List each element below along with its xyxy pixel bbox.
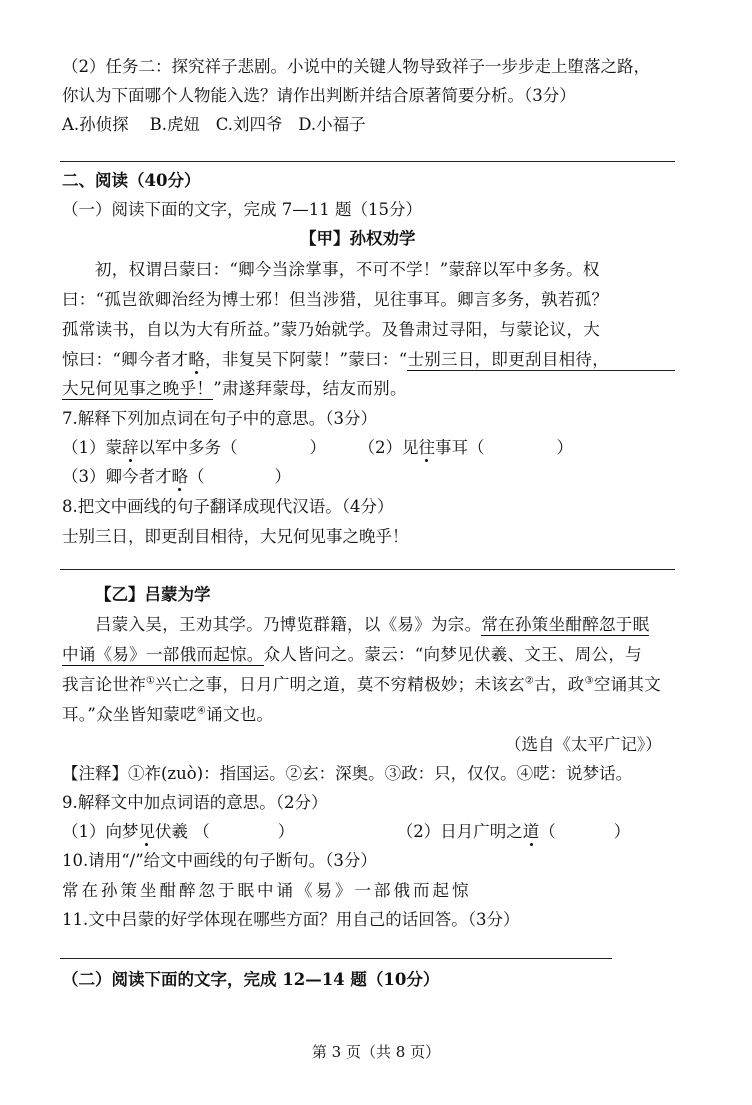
divider	[60, 569, 675, 570]
q6-2-options: A.孙侦探 B.虎妞 C.刘四爷 D.小福子	[62, 115, 366, 134]
q6-2-line2: 你认为下面哪个人物能入选？请作出判断并结合原著简要分析。（3分）	[62, 86, 576, 105]
q7-item-2-rest: 事耳（	[435, 438, 485, 457]
dotted-word: 往	[418, 438, 435, 457]
yi-line-3	[62, 675, 661, 695]
jia-line-4	[62, 350, 609, 370]
jia-line-4a: 惊曰：“卿今者才	[62, 350, 189, 369]
jia-line-1: 初，权谓吕蒙曰：“卿今当涂掌事，不可不学！”蒙辞以军中多务。权	[95, 260, 600, 279]
q9-item-2: （2）日月广明之	[396, 822, 523, 841]
q7-item-3-rest: （	[188, 467, 205, 486]
yi-line-1a: 吕蒙入吴，王劝其学。乃博览群籍，以《易》为宗。	[95, 615, 482, 634]
q11-stem: 11.文中吕蒙的好学体现在哪些方面？用自己的话回答。（3分）	[62, 910, 520, 929]
dotted-word: 略	[188, 350, 206, 369]
dotted-word: 略	[171, 467, 188, 486]
q9-items-row	[62, 822, 630, 842]
q9-item-2-rest: （	[539, 822, 556, 841]
jia-line-5b: ”肃遂拜蒙母，结友而别。	[213, 379, 407, 398]
paren-close: ）	[277, 822, 295, 841]
q7-item-2: （2）见	[358, 438, 419, 457]
source: （选自《太平广记》）	[505, 735, 662, 754]
q7-item-1: （1）蒙	[62, 438, 122, 457]
notes: 【注释】①祚(zuò)：指国运。②玄：深奥。③政：只，仅仅。④呓：说梦话。	[62, 764, 633, 783]
q8-sentence: 士别三日，即更刮目相待，大兄何见事之晚乎！	[62, 527, 409, 546]
yi-line-3b: 兴亡之事，日月广明之道，莫不穷精极妙；未该玄	[155, 675, 525, 694]
dotted-word: 见	[138, 822, 155, 841]
paren-close: ）	[309, 438, 326, 457]
q7-item-3: （3）卿今者才	[62, 467, 172, 486]
q7-items-row	[62, 438, 573, 458]
paren-close: ）	[613, 822, 631, 841]
jia-line-5	[62, 379, 407, 399]
paren-close: ）	[556, 438, 573, 457]
yi-line-4	[62, 705, 273, 725]
note-mark: ④	[196, 705, 207, 717]
note-mark: ②	[524, 675, 535, 687]
yi-line-3c: 古，政	[534, 675, 585, 694]
underlined-sentence: 常在孙策坐酣醉忽于眠	[481, 615, 650, 634]
paren-close: ）	[274, 467, 291, 486]
q9-stem: 9.解释文中加点词语的意思。（2分）	[62, 793, 328, 812]
q7-item-3-row	[62, 467, 291, 487]
q10-stem: 10.请用“/”给文中画线的句子断句。（3分）	[62, 851, 377, 870]
yi-line-4a: 耳。”众坐皆知蒙呓	[62, 705, 197, 724]
q10-sentence: 常在孙策坐酣醉忽于眠中诵《易》一部俄而起惊	[62, 881, 472, 900]
q6-2-line1: （2）任务二：探究祥子悲剧。小说中的关键人物导致祥子一步步走上堕落之路，	[62, 57, 650, 76]
jia-title: 【甲】孙权劝学	[300, 229, 416, 248]
yi-title: 【乙】吕蒙为学	[95, 585, 211, 604]
underlined-sentence-end: 大兄何见事之晚乎！	[62, 379, 214, 398]
underline-extension	[440, 370, 675, 371]
note-mark: ①	[146, 675, 156, 687]
jia-line-4c: ，非复吴下阿蒙！”蒙曰：“	[205, 350, 408, 369]
page-footer: 第 3 页（共 8 页）	[311, 1043, 441, 1061]
jia-line-3: 孤常读书，自以为大有所益。”蒙乃始就学。及鲁肃过寻阳，与蒙论议，大	[62, 320, 601, 339]
note-mark: ③	[584, 675, 594, 687]
jia-line-2: 曰：“孤岂欲卿治经为博士邪！但当涉猎，见往事耳。卿言多务，孰若孤？	[62, 290, 609, 309]
underlined-sentence: 士别三日，即更刮目相待，	[407, 350, 610, 369]
part2-title: （二）阅读下面的文字，完成 12—14 题（10分）	[62, 970, 440, 989]
yi-line-3a: 我言论世祚	[62, 675, 146, 694]
dotted-word: 辞	[122, 438, 139, 457]
yi-line-1	[95, 615, 649, 635]
q8-stem: 8.把文中画线的句子翻译成现代汉语。（4分）	[62, 497, 394, 516]
part1-intro: （一）阅读下面的文字，完成 7—11 题（15分）	[62, 200, 422, 219]
divider	[60, 958, 612, 959]
yi-line-3d: 空诵其文	[593, 675, 662, 694]
q7-item-1-rest: 以军中多务（	[138, 438, 238, 457]
q9-item-1-rest: 伏羲 （	[155, 822, 210, 841]
underlined-sentence-end: 中诵《易》一部俄而起惊。	[62, 645, 264, 664]
yi-line-4b: 诵文也。	[206, 705, 274, 724]
yi-line-2b: 众人皆问之。蒙云：“向梦见伏羲、文王、周公，与	[263, 645, 642, 664]
divider	[60, 161, 675, 162]
dotted-word: 道	[522, 822, 540, 841]
section-title: 二、阅读（40分）	[62, 171, 201, 190]
q9-item-1: （1）向梦	[62, 822, 139, 841]
q7-stem: 7.解释下列加点词在句子中的意思。（3分）	[62, 409, 377, 428]
yi-line-2	[62, 645, 642, 665]
